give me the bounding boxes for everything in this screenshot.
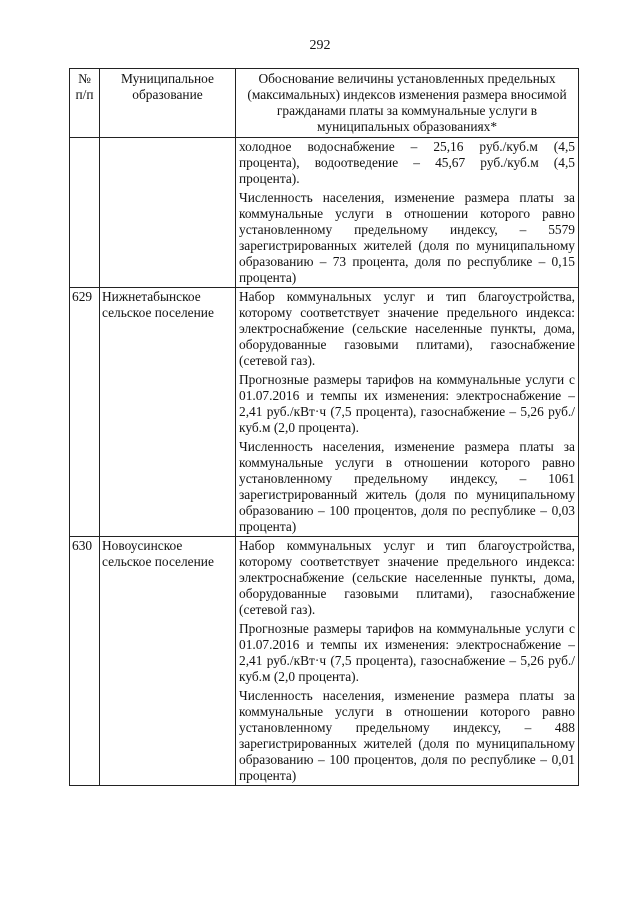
justification-paragraph: Прогнозные размеры тарифов на коммунальные услуги с 01.07.2016 и темпы их изменения: электроснабжение – 2,41 руб./кВт·ч (7,5 процента), газоснабжение – 5,26 руб./куб.м (2,0 процента). — [239, 621, 575, 684]
table-row — [70, 138, 579, 288]
table-row — [70, 288, 579, 537]
row-justification — [236, 288, 579, 537]
row-justification — [236, 138, 579, 288]
tariff-index-table — [69, 68, 579, 786]
table-row — [70, 537, 579, 786]
justification-paragraph: холодное водоснабжение – 25,16 руб./куб.м (4,5 процента), водоотведение – 45,67 руб./куб.м (4,5 процента). — [239, 139, 575, 186]
table-header-row — [70, 69, 579, 138]
row-number: 629 — [70, 288, 100, 537]
justification-paragraph: Численность населения, изменение размера платы за коммунальные услуги в отношении которого равно установленному предельному индексу, – 488 зарегистрированных жителей (доля по муниципальному образованию – 100 процентов, доля по республике – 0,01 процента) — [239, 688, 575, 783]
row-municipality: Новоусинское сельское поселение — [100, 537, 236, 786]
justification-paragraph: Набор коммунальных услуг и тип благоустройства, которому соответствует значение предельного индекса: электроснабжение (сельские населенные пункты, дома, оборудованные газовыми плитами), газоснабжение (сетевой газ). — [239, 538, 575, 617]
row-municipality: Нижнетабынское сельское поселение — [100, 288, 236, 537]
row-number: 630 — [70, 537, 100, 786]
header-municipality: Муниципальное образование — [100, 69, 236, 138]
justification-paragraph: Численность населения, изменение размера платы за коммунальные услуги в отношении которого равно установленному предельному индексу, – 5579 зарегистрированных жителей (доля по муниципальному образованию – 73 процента, доля по республике – 0,15 процента) — [239, 190, 575, 285]
justification-paragraph: Численность населения, изменение размера платы за коммунальные услуги в отношении которого равно установленному предельному индексу, – 1061 зарегистрированный житель (доля по муниципальному образованию – 100 процентов, доля по республике – 0,03 процента) — [239, 439, 575, 534]
header-justification: Обоснование величины установленных предельных (максимальных) индексов изменения размера вносимой гражданами платы за коммунальные услуги в муниципальных образованиях* — [236, 69, 579, 138]
row-justification — [236, 537, 579, 786]
header-number: № п/п — [70, 69, 100, 138]
justification-paragraph: Прогнозные размеры тарифов на коммунальные услуги с 01.07.2016 и темпы их изменения: электроснабжение – 2,41 руб./кВт·ч (7,5 процента), газоснабжение – 5,26 руб./куб.м (2,0 процента). — [239, 372, 575, 435]
row-number — [70, 138, 100, 288]
justification-paragraph: Набор коммунальных услуг и тип благоустройства, которому соответствует значение предельного индекса: электроснабжение (сельские населенные пункты, дома, оборудованные газовыми плитами), газоснабжение (сетевой газ). — [239, 289, 575, 368]
page-number: 292 — [309, 38, 331, 53]
row-municipality — [100, 138, 236, 288]
